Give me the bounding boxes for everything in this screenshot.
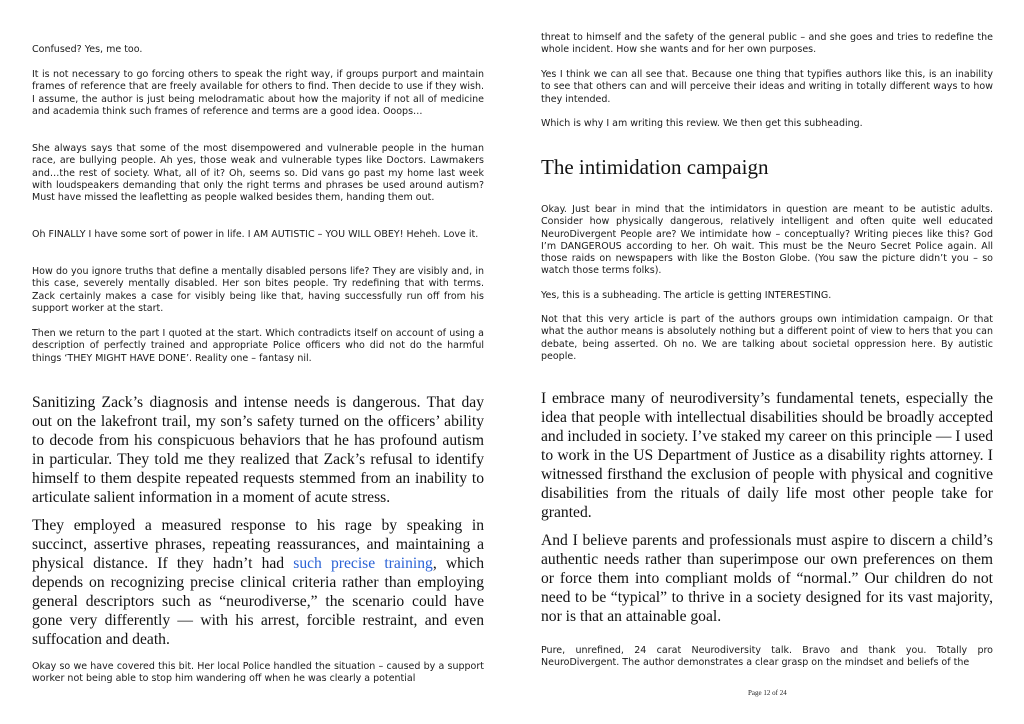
paragraph-review: Which is why I am writing this review. We then get this subheading. <box>541 118 863 129</box>
paragraph-truths: How do you ignore truths that define a mentally disabled persons life? They are visibly and, in this case, severely mentally disabled. Her son bites people. Try redefining that with terms. Zack certainly makes a case for visibly being like that, having successfully run off from his support worker at the start. <box>32 266 484 314</box>
paragraph-campaign: Not that this very article is part of the authors groups own intimidation campaign. Or that what the author means is absolutely nothing but a different point of view to hers that you can debate, being asserted. Oh no. We are talking about societal oppression here. By autistic people. <box>541 314 993 362</box>
paragraph-threat: threat to himself and the safety of the general public – and she goes and tries to redefine the whole incident. How she wants and for her own purposes. <box>541 32 993 56</box>
quote-measured-response <box>32 516 484 649</box>
paragraph-quoted-part: Then we return to the part I quoted at the start. Which contradicts itself on account of using a description of perfectly trained and appropriate Police officers who did not do the harmful things ‘THEY MIGHT HAVE DONE’. Reality one – fantasy nil. <box>32 328 484 364</box>
paragraph-frames-of-reference: It is not necessary to go forcing others to speak the right way, if groups purport and maintain frames of reference that are freely available for others to find. Then decide to use if they wish. I assume, the author is just being melodramatic about how the majority if not all of medicine and academia think such frames of reference and terms are a good idea. Ooops… <box>32 69 484 117</box>
paragraph-local-police: Okay so we have covered this bit. Her local Police handled the situation – caused by a support worker not being able to stop him wandering off when he was clearly a potential <box>32 661 484 685</box>
precise-training-link[interactable]: such precise training <box>293 555 433 572</box>
quote-text-before-link: They employed a measured response to his rage by speaking in succinct, assertive phrases, repeating reassurances, and maintaining a physical distance. If they hadn’t had <box>32 517 484 572</box>
paragraph-intimidators: Okay. Just bear in mind that the intimidators in question are meant to be autistic adults. Consider how physically dangerous, relatively intelligent and often quite well educated NeuroDivergent People are? We intimidate how – conceptually? Writing pieces like this? God I’m DANGEROUS according to her. Oh wait. This must be the Neuro Secret Police again. All those raids on newspapers with like the Boston Globe. (You saw the picture didn’t you – so watch those terms folks). <box>541 204 993 277</box>
paragraph-pure-talk: Pure, unrefined, 24 carat Neurodiversity talk. Bravo and thank you. Totally pro NeuroDivergent. The author demonstrates a clear grasp on the mindset and beliefs of the <box>541 645 993 669</box>
paragraph-confused: Confused? Yes, me too. <box>32 44 143 55</box>
paragraph-subheading-note: Yes, this is a subheading. The article is getting INTERESTING. <box>541 290 832 301</box>
section-heading: The intimidation campaign <box>541 155 769 179</box>
quote-sanitizing: Sanitizing Zack’s diagnosis and intense needs is dangerous. That day out on the lakefront trail, my son’s safety turned on the officers’ ability to decode from his conspicuous behaviors that he has profound autism in particular. They told me they realized that Zack’s refusal to identify himself to them despite repeated requests stemmed from an inability to articulate salient information in a moment of acute stress. <box>32 394 484 506</box>
paragraph-bullying: She always says that some of the most disempowered and vulnerable people in the human race, are bullying people. Ah yes, those weak and vulnerable types like Doctors. Lawmakers and…the rest of society. What, all of it? Oh, seems so. Did vans go past my home last week with loudspeakers demanding that only the right terms and phrases be used around autism? Must have missed the leafletting as people walked besides them, handing them out. <box>32 143 484 204</box>
page-number: Page 12 of 24 <box>748 689 787 697</box>
paragraph-power: Oh FINALLY I have some sort of power in life. I AM AUTISTIC – YOU WILL OBEY! Heheh. Love it. <box>32 229 479 240</box>
quote-embrace: I embrace many of neurodiversity’s fundamental tenets, especially the idea that people with intellectual disabilities should be broadly accepted and included in society. I’ve staked my career on this principle — I used to work in the US Department of Justice as a disability rights attorney. I witnessed firsthand the exclusion of people with physical and cognitive disabilities from the rituals of daily life most other people take for granted. <box>541 390 993 521</box>
paragraph-inability: Yes I think we can all see that. Because one thing that typifies authors like this, is an inability to see that others can and will perceive their ideas and writing in totally different ways to how they intended. <box>541 69 993 105</box>
quote-parents: And I believe parents and professionals must aspire to discern a child’s authentic needs rather than superimpose our own preferences on them or force them into compliant molds of “normal.” Our children do not need to be “typical” to thrive in a society designed for its vast majority, nor is that an attainable goal. <box>541 532 993 625</box>
quote-text-after-link: , which depends on recognizing precise clinical criteria rather than employing general descriptors such as “neurodiverse,” the scenario could have gone very differently — with his arrest, forcible restraint, and even suffocation and death. <box>32 555 484 648</box>
